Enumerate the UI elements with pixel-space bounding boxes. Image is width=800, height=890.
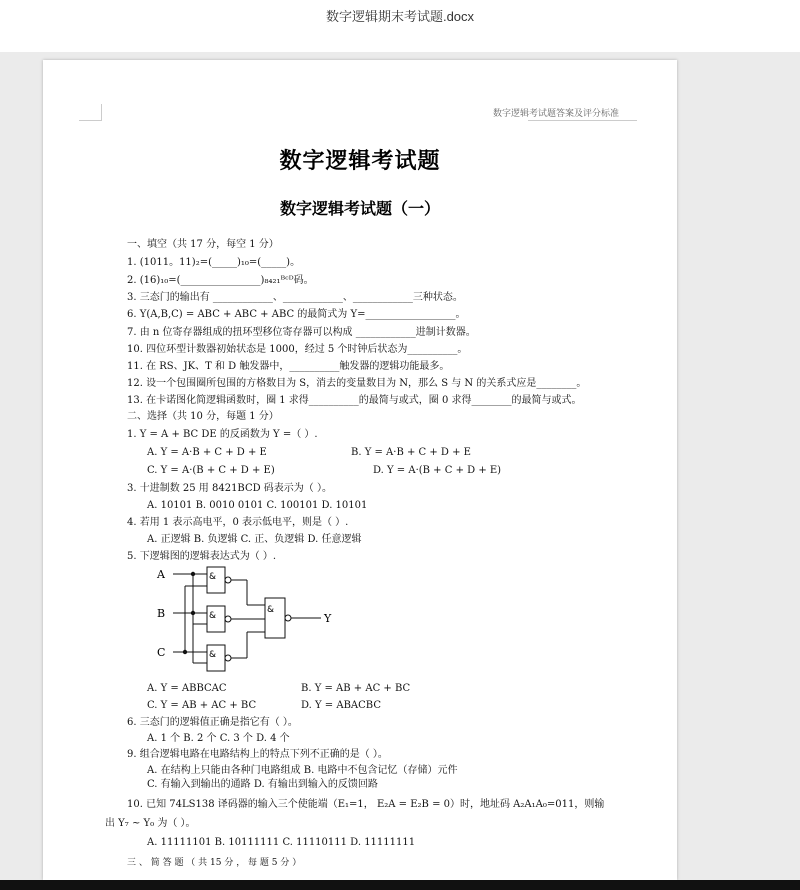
document-filename: 数字逻辑期末考试题.docx bbox=[325, 9, 475, 24]
option-line: C. Y = AB + AC + BC bbox=[147, 700, 257, 711]
page-header: 数字逻辑考试题答案及评分标准 bbox=[492, 109, 619, 119]
question-line: 3. 十进制数 25 用 8421BCD 码表示为（ ）。 bbox=[127, 483, 332, 494]
question-line: 11. 在 RS、JK、T 和 D 触发器中，__________触发器的逻辑功能最多。 bbox=[127, 361, 450, 372]
svg-text:&: & bbox=[209, 650, 217, 660]
option-line: D. Y = ABACBC bbox=[301, 700, 381, 711]
question-line: 10. 四位环型计数器初始状态是 1000，经过 5 个时钟后状态为__________。 bbox=[127, 344, 468, 355]
option-line: A. Y = A·B + C + D + E bbox=[147, 447, 267, 458]
option-line: A. Y = ABBCAC bbox=[147, 683, 227, 694]
option-line: B. Y = A·B + C + D + E bbox=[351, 447, 471, 458]
question-line: 3. 三态门的输出有 ____________、____________、____________三种状态。 bbox=[127, 292, 463, 303]
question-line: 13. 在卡诺图化简逻辑函数时，圈 1 求得__________的最简与或式，圈 0 求得________的最简与或式。 bbox=[127, 395, 582, 406]
margin-corner-mark bbox=[79, 104, 102, 121]
output-label-y: Y bbox=[324, 612, 332, 625]
svg-text:&: & bbox=[209, 572, 217, 582]
section-heading: 二、选择（共 10 分，每题 1 分） bbox=[127, 411, 279, 422]
question-line: 5. 下逻辑图的逻辑表达式为（ ）. bbox=[127, 551, 277, 562]
logic-circuit-diagram bbox=[143, 560, 343, 678]
document-subtitle: 数字逻辑考试题（一） bbox=[279, 199, 440, 218]
section-heading: 三 、 简 答 题 （ 共 15 分 ， 每 题 5 分 ） bbox=[127, 858, 302, 868]
option-line: A. 10101 B. 0010 0101 C. 100101 D. 10101 bbox=[147, 500, 368, 511]
option-line: A. 正逻辑 B. 负逻辑 C. 正、负逻辑 D. 任意逻辑 bbox=[147, 534, 362, 545]
option-line: C. Y = A·(B + C + D + E) bbox=[147, 465, 275, 476]
question-line: 2. (16)₁₀=(________________)₈₄₂₁ᴮᶜᴰ码。 bbox=[127, 275, 314, 286]
option-line: A. 1 个 B. 2 个 C. 3 个 D. 4 个 bbox=[147, 733, 290, 744]
question-line: 9. 组合逻辑电路在电路结构上的特点下列不正确的是（ ）。 bbox=[127, 749, 388, 760]
header-rule bbox=[528, 120, 637, 121]
bottom-toolbar bbox=[0, 880, 800, 890]
question-line: 6. 三态门的逻辑值正确是指它有（ ）。 bbox=[127, 717, 298, 728]
input-label-b: B bbox=[157, 607, 166, 620]
option-line: B. Y = AB + AC + BC bbox=[301, 683, 411, 694]
question-line: 7. 由 n 位寄存器组成的扭环型移位寄存器可以构成 ____________进制计数器。 bbox=[127, 327, 476, 338]
nand-gate-output bbox=[265, 598, 285, 638]
option-line: A. 11111101 B. 10111111 C. 11110111 D. 11111111 bbox=[147, 837, 416, 848]
question-line: 10. 已知 74LS138 译码器的输入三个使能端（E₁=1， E₂A = E₂B = 0）时，地址码 A₂A₁A₀=011，则输 bbox=[127, 799, 605, 810]
section-heading: 一、填空（共 17 分，每空 1 分） bbox=[127, 239, 279, 250]
question-line: 12. 设一个包围圈所包围的方格数目为 S，消去的变量数目为 N，那么 S 与 N 的关系式应是________。 bbox=[127, 378, 587, 389]
input-label-c: C bbox=[157, 646, 166, 659]
option-line: A. 在结构上只能由各种门电路组成 B. 电路中不包含记忆（存储）元件 bbox=[147, 765, 458, 776]
question-line: 6. Y(A,B,C) = ABC + ABC + ABC 的最简式为 Y=__________________。 bbox=[127, 309, 466, 320]
svg-text:&: & bbox=[267, 605, 275, 615]
question-line: 1. Y = A + BC DE 的反函数为 Y =（ ）. bbox=[127, 429, 318, 440]
document-viewer[interactable] bbox=[0, 52, 800, 880]
title-bar bbox=[0, 0, 800, 52]
option-line: C. 有输入到输出的通路 D. 有输出到输入的反馈回路 bbox=[147, 779, 378, 790]
document-page bbox=[43, 60, 677, 880]
input-label-a: A bbox=[157, 568, 165, 581]
document-title: 数字逻辑考试题 bbox=[279, 148, 441, 174]
svg-text:&: & bbox=[209, 611, 217, 621]
question-line: 4. 若用 1 表示高电平，0 表示低电平，则是（ ）. bbox=[127, 517, 349, 528]
option-line: D. Y = A·(B + C + D + E) bbox=[373, 465, 502, 476]
question-line: 1. (1011。11)₂=(_____)₁₀=(_____)。 bbox=[127, 257, 301, 268]
question-line: 出 Y₇ ~ Y₀ 为（ ）。 bbox=[105, 818, 196, 829]
